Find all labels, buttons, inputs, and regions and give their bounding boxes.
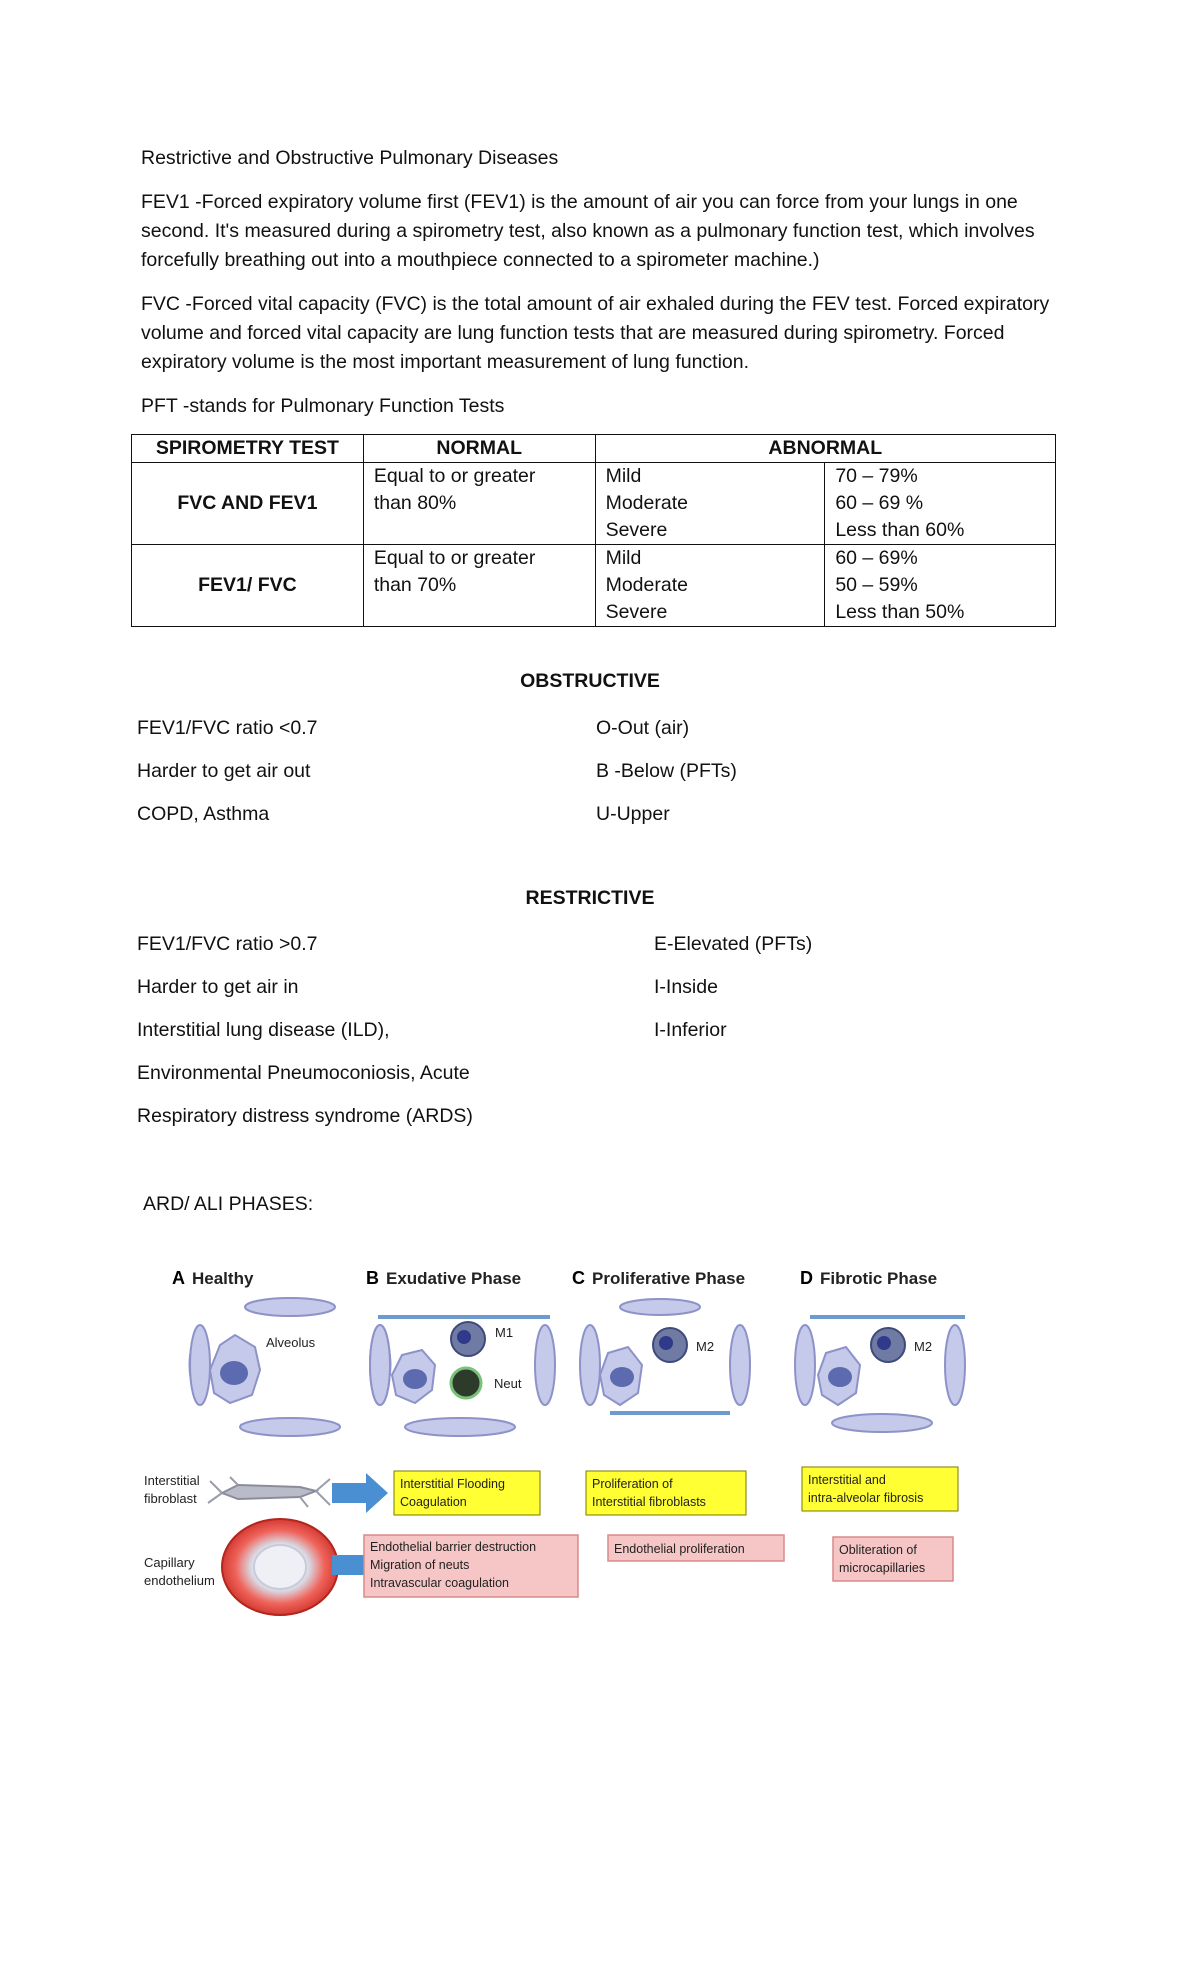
- obstructive-left-item: COPD, Asthma: [137, 803, 270, 825]
- obstructive-mnemonic: U-Upper: [596, 803, 670, 825]
- svg-text:Interstitial and: Interstitial and: [808, 1473, 886, 1487]
- svg-text:B: B: [366, 1268, 379, 1288]
- severity-line: Mild: [605, 547, 642, 569]
- capillary-icon: [222, 1519, 338, 1615]
- severity-line: Severe: [605, 519, 668, 541]
- yellow-box-proliferative: [586, 1471, 746, 1515]
- range-line: Less than 50%: [835, 601, 965, 623]
- svg-text:Endothelial barrier destructio: Endothelial barrier destruction: [370, 1540, 537, 1554]
- obstructive-left-item: FEV1/FVC ratio <0.7: [137, 717, 318, 739]
- alveolus-proliferative-illustration: [580, 1299, 750, 1413]
- fvc-paragraph: FVC -Forced vital capacity (FVC) is the total amount of air exhaled during the FEV test. Forced expiratory volume and forced vital capacity are lung function tests that are measured during spirometry. Forced expiratory volume is the most important measurement of lung function.: [141, 293, 1050, 373]
- fev1-paragraph: FEV1 -Forced expiratory volume first (FEV1) is the amount of air you can force from your lungs in one second. It's measured during a spirometry test, also known as a pulmonary function test, which involves forcefully breathing out into a mouthpiece connected to a spirometer machine.): [141, 191, 1035, 271]
- svg-text:Interstitial: Interstitial: [144, 1473, 200, 1488]
- alveolus-exudative-illustration: [370, 1317, 555, 1436]
- interstitial-fibroblast-label: [144, 1473, 200, 1506]
- svg-text:Neut: Neut: [494, 1376, 522, 1391]
- svg-text:M1: M1: [495, 1325, 514, 1340]
- svg-text:M2: M2: [696, 1339, 715, 1354]
- restrictive-mnemonic: I-Inferior: [654, 1019, 727, 1041]
- svg-text:endothelium: endothelium: [144, 1573, 215, 1588]
- test-name: FEV1/ FVC: [132, 545, 364, 627]
- panel-title-d: [800, 1268, 937, 1288]
- restrictive-left-item: Interstitial lung disease (ILD),: [137, 1019, 390, 1041]
- svg-text:Exudative Phase: Exudative Phase: [386, 1269, 522, 1288]
- yellow-box-fibrotic: [802, 1467, 958, 1511]
- svg-text:intra-alveolar fibrosis: intra-alveolar fibrosis: [808, 1491, 924, 1505]
- range-line: 70 – 79%: [835, 465, 918, 487]
- normal-line: than 70%: [373, 574, 457, 596]
- spirometry-table: [131, 434, 1056, 627]
- svg-text:Migration of neuts: Migration of neuts: [370, 1558, 470, 1572]
- svg-text:Obliteration of: Obliteration of: [839, 1543, 917, 1557]
- restrictive-left-item: Respiratory distress syndrome (ARDS): [137, 1105, 473, 1127]
- severity-cell: [595, 545, 825, 627]
- table-row: [132, 463, 1056, 545]
- restrictive-heading: RESTRICTIVE: [525, 887, 655, 909]
- header-abnormal: ABNORMAL: [595, 435, 1055, 463]
- svg-text:Healthy: Healthy: [192, 1269, 254, 1288]
- svg-text:fibroblast: fibroblast: [144, 1491, 197, 1506]
- svg-text:Interstitial Flooding: Interstitial Flooding: [400, 1477, 505, 1491]
- pink-box-exudative: [364, 1535, 578, 1597]
- panel-title-b: [366, 1268, 521, 1288]
- range-cell: [825, 463, 1056, 545]
- flow-arrow-icon: [332, 1473, 388, 1513]
- capillary-endothelium-label: [144, 1555, 215, 1588]
- restrictive-mnemonic: I-Inside: [654, 976, 718, 998]
- panel-title-c: [572, 1268, 745, 1288]
- test-name: FVC AND FEV1: [132, 463, 364, 545]
- severity-line: Moderate: [605, 492, 688, 514]
- severity-cell: [595, 463, 825, 545]
- fibroblast-icon: [208, 1477, 330, 1507]
- range-line: 60 – 69%: [835, 547, 918, 569]
- pft-paragraph: PFT -stands for Pulmonary Function Tests: [141, 395, 505, 417]
- svg-text:Fibrotic Phase: Fibrotic Phase: [820, 1269, 938, 1288]
- panel-title-a: [172, 1268, 254, 1288]
- obstructive-heading: OBSTRUCTIVE: [520, 670, 660, 692]
- header-normal: NORMAL: [363, 435, 595, 463]
- phases-heading: ARD/ ALI PHASES:: [143, 1193, 314, 1215]
- table-header-row: [132, 435, 1056, 463]
- svg-text:Coagulation: Coagulation: [400, 1495, 467, 1509]
- normal-cell: [363, 545, 595, 627]
- range-line: 50 – 59%: [835, 574, 918, 596]
- severity-line: Mild: [605, 465, 642, 487]
- svg-text:A: A: [172, 1268, 185, 1288]
- obstructive-mnemonic: B -Below (PFTs): [596, 760, 737, 782]
- normal-line: Equal to or greater: [373, 547, 536, 569]
- pink-box-proliferative: [608, 1535, 784, 1561]
- restrictive-left-item: Environmental Pneumoconiosis, Acute: [137, 1062, 470, 1084]
- alveolus-healthy-illustration: [190, 1298, 390, 1436]
- range-cell: [825, 545, 1056, 627]
- svg-text:Proliferation of: Proliferation of: [592, 1477, 673, 1491]
- normal-cell: [363, 463, 595, 545]
- range-line: 60 – 69 %: [835, 492, 924, 514]
- svg-text:M2: M2: [914, 1339, 933, 1354]
- alveolus-fibrotic-illustration: [795, 1317, 965, 1432]
- svg-text:Interstitial fibroblasts: Interstitial fibroblasts: [592, 1495, 706, 1509]
- obstructive-left-item: Harder to get air out: [137, 760, 311, 782]
- header-spirometry-test: SPIROMETRY TEST: [132, 435, 364, 463]
- obstructive-mnemonic: O-Out (air): [596, 717, 690, 739]
- alveolus-label: Alveolus: [266, 1335, 316, 1350]
- range-line: Less than 60%: [835, 519, 965, 541]
- yellow-box-exudative: [394, 1471, 540, 1515]
- svg-text:microcapillaries: microcapillaries: [839, 1561, 926, 1575]
- restrictive-left-item: FEV1/FVC ratio >0.7: [137, 933, 318, 955]
- severity-line: Severe: [605, 601, 668, 623]
- document-title: Restrictive and Obstructive Pulmonary Diseases: [141, 147, 559, 169]
- severity-line: Moderate: [605, 574, 688, 596]
- table-row: [132, 545, 1056, 627]
- ards-phases-figure: [130, 1255, 970, 1645]
- pink-box-fibrotic: [833, 1537, 953, 1581]
- restrictive-left-item: Harder to get air in: [137, 976, 299, 998]
- svg-text:D: D: [800, 1268, 813, 1288]
- normal-line: than 80%: [373, 492, 457, 514]
- restrictive-mnemonic: E-Elevated (PFTs): [654, 933, 813, 955]
- svg-text:Intravascular coagulation: Intravascular coagulation: [370, 1576, 509, 1590]
- normal-line: Equal to or greater: [373, 465, 536, 487]
- svg-text:Endothelial proliferation: Endothelial proliferation: [614, 1542, 745, 1556]
- svg-text:Proliferative Phase: Proliferative Phase: [592, 1269, 746, 1288]
- svg-text:C: C: [572, 1268, 585, 1288]
- svg-text:Capillary: Capillary: [144, 1555, 195, 1570]
